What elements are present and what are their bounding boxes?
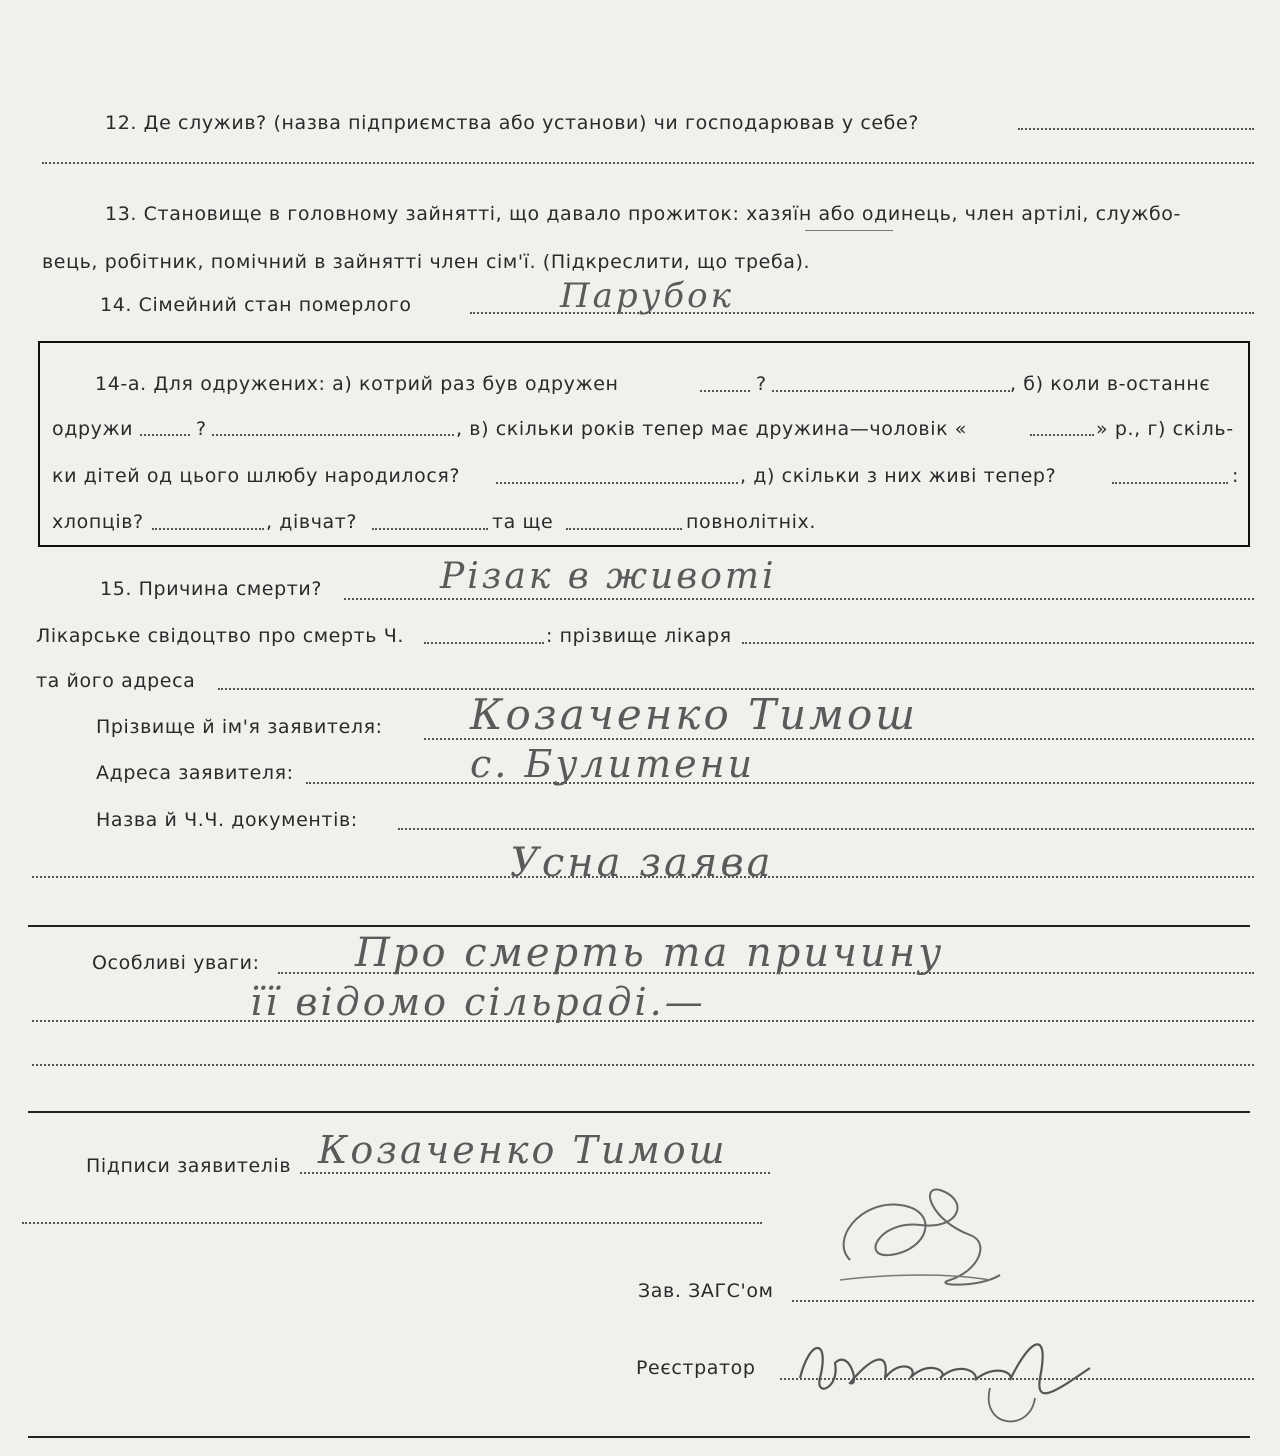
applicant-address-label: Адреса заявителя: [96,762,294,784]
remarks-text-2: її відомо сільраді.— [250,980,706,1024]
bottom-rule [28,1436,1250,1438]
documents-label: Назва й Ч.Ч. документів: [96,809,358,831]
doctor-line [742,642,1254,644]
q14a-a-line-2 [772,390,1010,392]
q14a-box [38,341,1250,547]
q14a-d-line [1112,482,1228,484]
applicant-signatures-label: Підписи заявителів [86,1155,292,1177]
q14a-also-line [566,528,682,530]
q14a-a-line [700,390,750,392]
certificate-number-line [424,642,544,644]
q14a-b-line [140,434,190,436]
q14a-also-label: та ще [492,511,554,533]
applicant-name-label: Прізвище й ім'я заявителя: [96,716,383,738]
applicant-signatures-line [300,1172,770,1174]
applicant-address-line [306,782,1254,784]
q14a-ky-label: ки дітей од цього шлюбу народилося? [52,465,461,487]
doctor-label: : прізвище лікаря [546,625,732,647]
q14-label: 14. Сімейний стан померлого [100,294,412,316]
q14a-odruzhy-label: одружи [52,418,134,440]
zags-head-line [792,1300,1254,1302]
q14a-colon: : [1232,465,1240,487]
zags-head-label: Зав. ЗАГС'ом [638,1280,774,1302]
q14a-a-label: 14-а. Для одружених: а) котрий раз був одружен [95,373,619,395]
q13-underline [805,230,893,231]
doctor-address-label: та його адреса [36,670,196,692]
documents-line [398,828,1254,830]
q14a-boys-label: хлопців? [52,511,144,533]
q15-line [344,598,1254,600]
q14a-d-label: , д) скільки з них живі тепер? [740,465,1057,487]
documents-value: Усна заява [510,840,774,886]
q14a-r-label: » р., г) скіль- [1096,418,1234,440]
q14a-q-mark-2: ? [196,418,207,440]
q14a-v-label: , в) скільки років тепер має дружина—чоловік « [456,418,968,440]
applicant-signature: Козаченко Тимош [318,1128,728,1172]
zags-head-signature [820,1180,1020,1300]
remarks-line-3 [32,1064,1254,1066]
applicant-signatures-line-2 [22,1222,762,1224]
registrar-signature [790,1318,1130,1438]
q14a-v-line [1030,434,1094,436]
q14a-q-mark: ? [756,373,767,395]
q14a-ky-line [496,482,738,484]
applicant-address: с. Булитени [470,742,756,786]
q15-label: 15. Причина смерти? [100,578,323,600]
q12-line [1018,128,1254,130]
q13-line2: вець, робітник, помічний в зайнятті член сім'ї. (Підкреслити, що треба). [42,251,811,273]
remarks-label: Особливі уваги: [92,952,260,974]
remarks-text-1: Про смерть та причину [355,930,945,976]
registrar-label: Реєстратор [636,1357,756,1379]
q14-marital-status: Парубок [560,276,734,316]
q12-line-2 [42,162,1254,164]
applicant-name: Козаченко Тимош [470,690,919,739]
q14a-girls-label: , дівчат? [266,511,358,533]
q14a-b-line-2 [212,434,454,436]
certificate-label: Лікарське свідоцтво про смерть Ч. [36,625,404,647]
q12-label: 12. Де служив? (назва підприємства або установи) чи господарював у себе? [105,112,919,134]
q14a-girls-line [372,528,488,530]
q14a-b-label: , б) коли в-останнє [1010,373,1211,395]
q13-line1: 13. Становище в головному зайнятті, що давало прожиток: хазяїн або одинець, член артілі, службо- [105,203,1181,225]
section-rule-1 [28,925,1250,927]
section-rule-2 [28,1111,1250,1113]
q14a-adults-label: повнолітніх. [686,511,816,533]
q14a-boys-line [152,528,264,530]
q15-cause-of-death: Різак в животі [440,556,777,597]
